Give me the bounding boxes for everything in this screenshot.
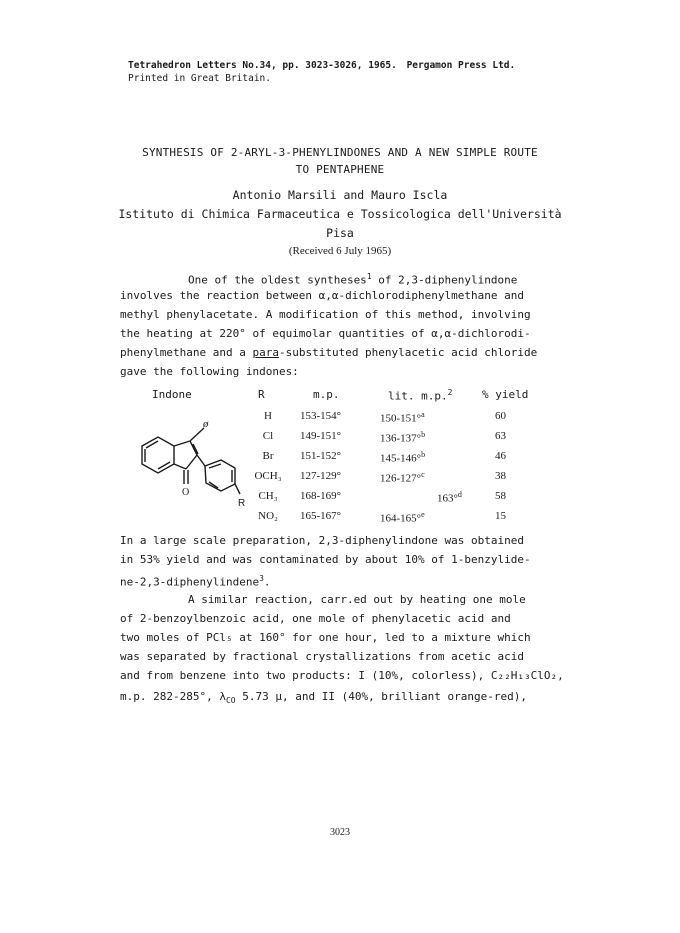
table-row-mp: 149-151° [300, 430, 342, 442]
table-row-lit: 136-137°$^b$ [380, 430, 426, 445]
table-row-yield: 63 [495, 430, 506, 442]
table-row-lit: 164-165°$^e$ [380, 510, 425, 525]
phenyl-symbol: ø [203, 418, 209, 430]
para1-line1: One of the oldest syntheses$^1$ of 2,3-diphenylindone [188, 272, 518, 287]
table-row-r: Cl [262, 430, 274, 442]
para2-line3: ne-2,3-diphenylindene$^3$. [120, 574, 271, 589]
table-row-r: NO₂ [258, 510, 278, 522]
indone-structure-diagram [128, 410, 248, 520]
para3-line2: of 2-benzoylbenzoic acid, one mole of phenylacetic acid and [120, 612, 511, 625]
para1-line4: the heating at 220° of equimolar quantities of α,α-dichlorodi- [120, 327, 531, 340]
journal-citation: Tetrahedron Letters No.34, pp. 3023-3026, 1965. [128, 60, 397, 71]
page-number: 3023 [330, 827, 350, 838]
para1-line6: gave the following indones: [120, 365, 299, 378]
table-header-yield: % yield [482, 388, 529, 401]
para1-line5: phenylmethane and a para-substituted phenylacetic acid chloride [120, 346, 538, 359]
table-row-r: H [264, 410, 272, 422]
table-row-r: CH₃ [258, 490, 278, 502]
para3-line6: m.p. 282-285°, $\lambda_{CO}$ 5.73 μ, and II (40%, brilliant orange-red), [120, 690, 528, 706]
table-row-r: OCH₃ [254, 470, 282, 482]
table-row-lit: 145-146°$^b$ [380, 450, 426, 465]
table-header-indone: Indone [152, 388, 192, 401]
table-row-r: Br [262, 450, 274, 462]
journal-header [128, 60, 515, 71]
table-header-lit: lit. m.p.$^2$ [388, 388, 453, 403]
table-row-mp: 151-152° [300, 450, 342, 462]
printed-in: Printed in Great Britain. [128, 73, 271, 84]
table-row-yield: 15 [495, 510, 506, 522]
table-row-yield: 58 [495, 490, 506, 502]
table-row-yield: 46 [495, 450, 506, 462]
oxygen-label: O [182, 487, 190, 498]
para3-line3: two moles of PCl₅ at 160° for one hour, led to a mixture which [120, 631, 531, 644]
ref-3: 3 [259, 574, 264, 583]
para3-line5: and from benzene into two products: I (10%, colorless), C₂₂H₁₃ClO₂, [120, 669, 564, 682]
para3-line1: A similar reaction, carr.ed out by heating one mole [188, 593, 526, 606]
r-substituent-label: R [238, 498, 246, 509]
para2-line1: In a large scale preparation, 2,3-diphenylindone was obtained [120, 534, 524, 547]
paper-title-line1: SYNTHESIS OF 2-ARYL-3-PHENYLINDONES AND A NEW SIMPLE ROUTE [142, 146, 538, 159]
ref-1: 1 [366, 272, 372, 281]
paper-title-line2: TO PENTAPHENE [295, 163, 385, 176]
table-row-lit: 126-127°$^c$ [380, 470, 425, 485]
table-header-r: R [258, 388, 265, 401]
para2-line2: in 53% yield and was contaminated by about 10% of 1-benzylide- [120, 553, 531, 566]
table-row-yield: 38 [495, 470, 506, 482]
table-row-mp: 168-169° [300, 490, 342, 502]
indone-skeleton [142, 428, 240, 494]
publisher: Pergamon Press Ltd. [406, 60, 516, 71]
table-row-yield: 60 [495, 410, 506, 422]
received-date: (Received 6 July 1965) [288, 245, 392, 257]
affiliation-line1: Istituto di Chimica Farmaceutica e Tossicologica dell'Università [118, 207, 562, 221]
table-row-mp: 165-167° [300, 510, 342, 522]
table-row-mp: 153-154° [300, 410, 342, 422]
para3-line4: was separated by fractional crystallizations from acetic acid [120, 650, 524, 663]
table-row-lit: 150-151°$^a$ [380, 410, 425, 425]
para1-line2: involves the reaction between α,α-dichlorodiphenylmethane and [120, 289, 524, 302]
table-row-mp: 127-129° [300, 470, 342, 482]
para1-line3: methyl phenylacetate. A modification of this method, involving [120, 308, 531, 321]
authors: Antonio Marsili and Mauro Iscla [232, 188, 448, 202]
affiliation-line2: Pisa [326, 226, 354, 240]
ref-2: 2 [447, 388, 453, 397]
table-row-lit: 163°$^d$ [437, 490, 462, 505]
table-header-mp: m.p. [313, 388, 340, 401]
